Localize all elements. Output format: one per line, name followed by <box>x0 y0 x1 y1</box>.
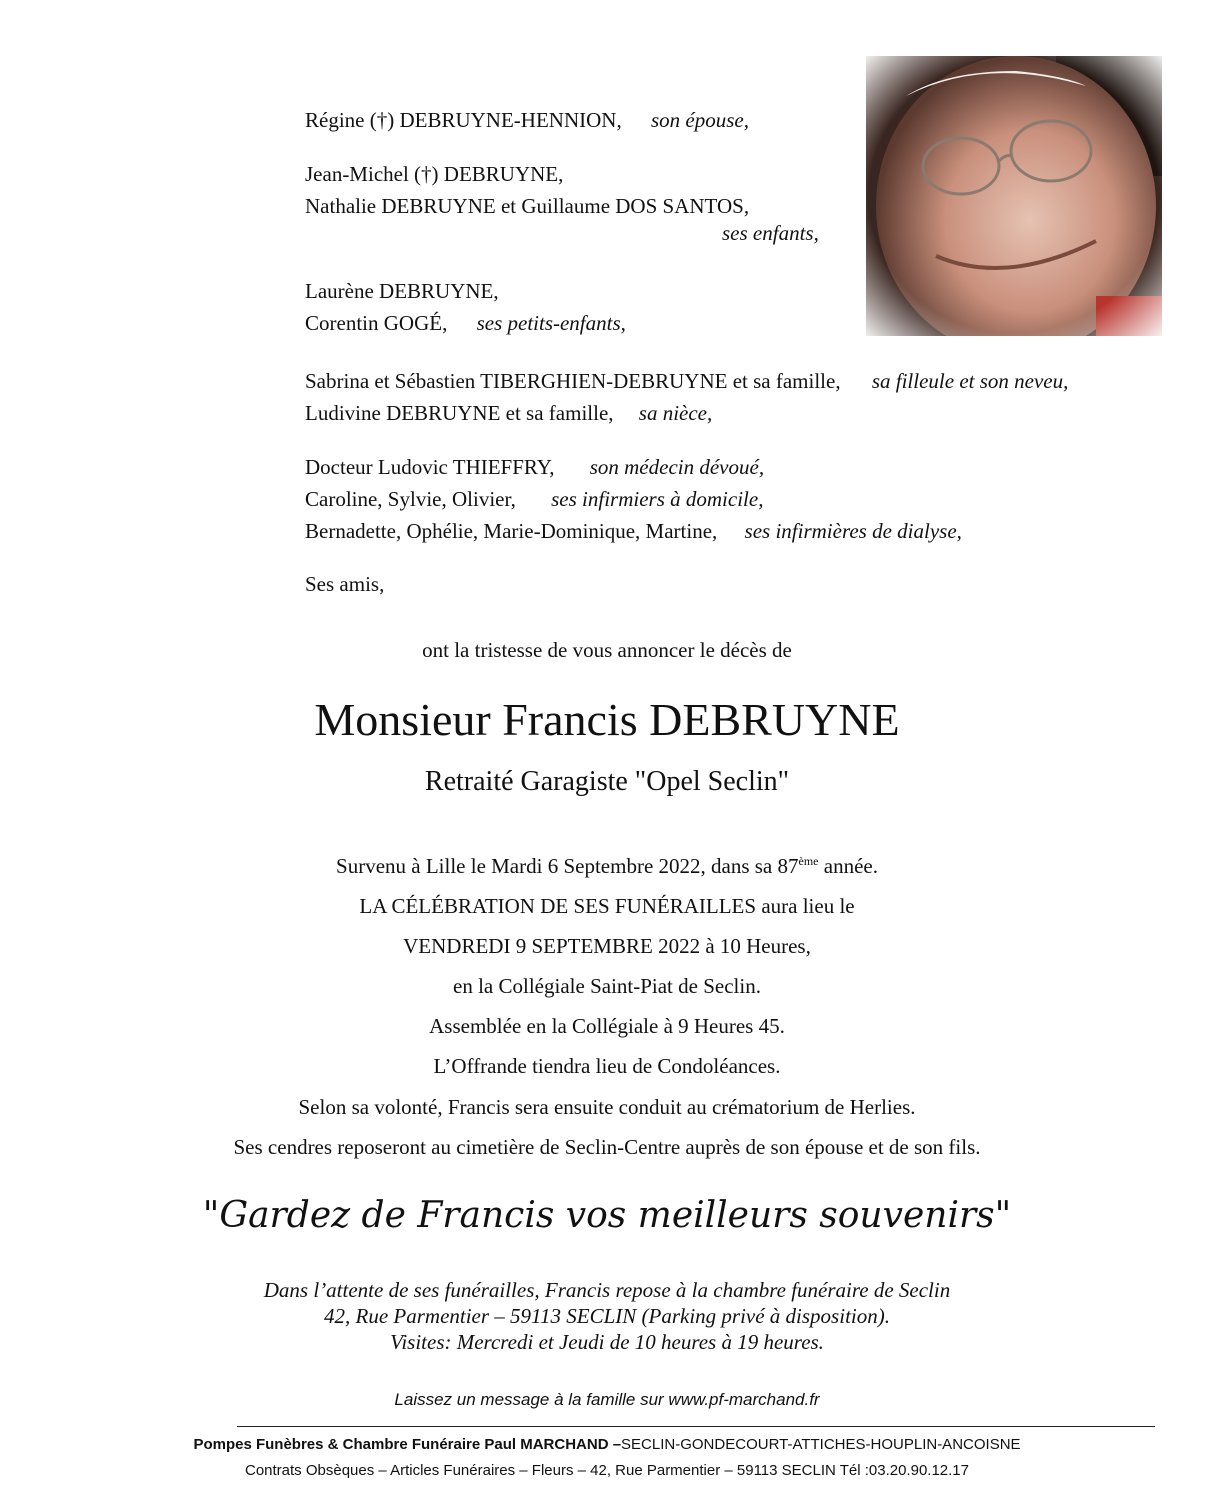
friends: Ses amis, <box>305 572 385 596</box>
child-1: Jean-Michel (†) DEBRUYNE, <box>305 162 564 186</box>
nurses-dialysis-names: Bernadette, Ophélie, Marie-Dominique, Martine, <box>305 519 718 543</box>
family-grandchild-2 <box>305 313 626 334</box>
ceremony-line-7: Ses cendres reposeront au cimetière de Seclin-Centre auprès de son épouse et de son fils. <box>233 1135 981 1159</box>
niece-name: Ludivine DEBRUYNE et sa famille, <box>305 401 614 425</box>
nurses-home-names: Caroline, Sylvie, Olivier, <box>305 487 516 511</box>
death-notice-end: année. <box>818 854 878 878</box>
ceremony-line-4: Assemblée en la Collégiale à 9 Heures 45. <box>429 1014 785 1038</box>
wife-role: son épouse, <box>650 108 749 132</box>
ceremony-line-3: en la Collégiale Saint-Piat de Seclin. <box>453 974 761 998</box>
family-niece <box>305 403 712 424</box>
godchild-name: Sabrina et Sébastien TIBERGHIEN-DEBRUYNE et sa famille, <box>305 369 841 393</box>
announcement-intro: ont la tristesse de vous annoncer le décès de <box>422 638 792 662</box>
ceremony-line-1: LA CÉLÉBRATION DE SES FUNÉRAILLES aura lieu le <box>359 894 855 918</box>
death-notice <box>0 856 1214 877</box>
footer-towns: SECLIN-GONDECOURT-ATTICHES-HOUPLIN-ANCOISNE <box>621 1436 1021 1453</box>
family-nurses-home <box>305 489 763 510</box>
message-link[interactable]: Laissez un message à la famille sur www.pf-marchand.fr <box>394 1390 820 1409</box>
doctor-role: son médecin dévoué, <box>589 455 765 479</box>
footer-divider <box>237 1426 1155 1427</box>
family-wife <box>305 110 749 131</box>
godchild-role: sa filleule et son neveu, <box>871 369 1069 393</box>
rest-line-3: Visites: Mercredi et Jeudi de 10 heures à 19 heures. <box>390 1330 824 1354</box>
grandchild-2-name: Corentin GOGÉ, <box>305 311 448 335</box>
deceased-name: Monsieur Francis DEBRUYNE <box>314 694 900 745</box>
deceased-occupation: Retraité Garagiste "Opel Seclin" <box>424 766 790 797</box>
child-2: Nathalie DEBRUYNE et Guillaume DOS SANTOS, <box>305 194 750 218</box>
niece-role: sa nièce, <box>638 401 713 425</box>
rest-line-2: 42, Rue Parmentier – 59113 SECLIN (Parking privé à disposition). <box>324 1304 890 1328</box>
portrait-photo <box>866 56 1162 336</box>
ceremony-line-2: VENDREDI 9 SEPTEMBRE 2022 à 10 Heures, <box>403 934 811 958</box>
grandchildren-role: ses petits-enfants, <box>476 311 626 335</box>
footer-company-line <box>0 1437 1214 1452</box>
footer-company: Pompes Funèbres & Chambre Funéraire Paul MARCHAND – <box>193 1436 622 1453</box>
nurses-home-role: ses infirmiers à domicile, <box>551 487 764 511</box>
wife-name: Régine (†) DEBRUYNE-HENNION, <box>305 108 622 132</box>
grandchild-1: Laurène DEBRUYNE, <box>305 279 499 303</box>
nurses-dialysis-role: ses infirmières de dialyse, <box>744 519 962 543</box>
memorial-quote: "Gardez de Francis vos meilleurs souvenirs" <box>202 1195 1012 1236</box>
death-notice-text: Survenu à Lille le Mardi 6 Septembre 2022, dans sa 87 <box>336 854 799 878</box>
ceremony-line-5: L’Offrande tiendra lieu de Condoléances. <box>433 1054 781 1078</box>
portrait-illustration <box>866 56 1162 336</box>
children-role: ses enfants, <box>722 221 819 245</box>
doctor-name: Docteur Ludovic THIEFFRY, <box>305 455 555 479</box>
ceremony-line-6: Selon sa volonté, Francis sera ensuite conduit au crématorium de Herlies. <box>298 1095 916 1119</box>
family-godchild <box>305 371 1068 392</box>
family-nurses-dialysis <box>305 521 962 542</box>
rest-line-1: Dans l’attente de ses funérailles, Francis repose à la chambre funéraire de Seclin <box>263 1278 951 1302</box>
death-notice-ordinal: ème <box>798 854 819 868</box>
footer-services: Contrats Obsèques – Articles Funéraires – Fleurs – 42, Rue Parmentier – 59113 SECLIN Tél :03.20.90.12.17 <box>244 1462 969 1479</box>
family-doctor <box>305 457 764 478</box>
